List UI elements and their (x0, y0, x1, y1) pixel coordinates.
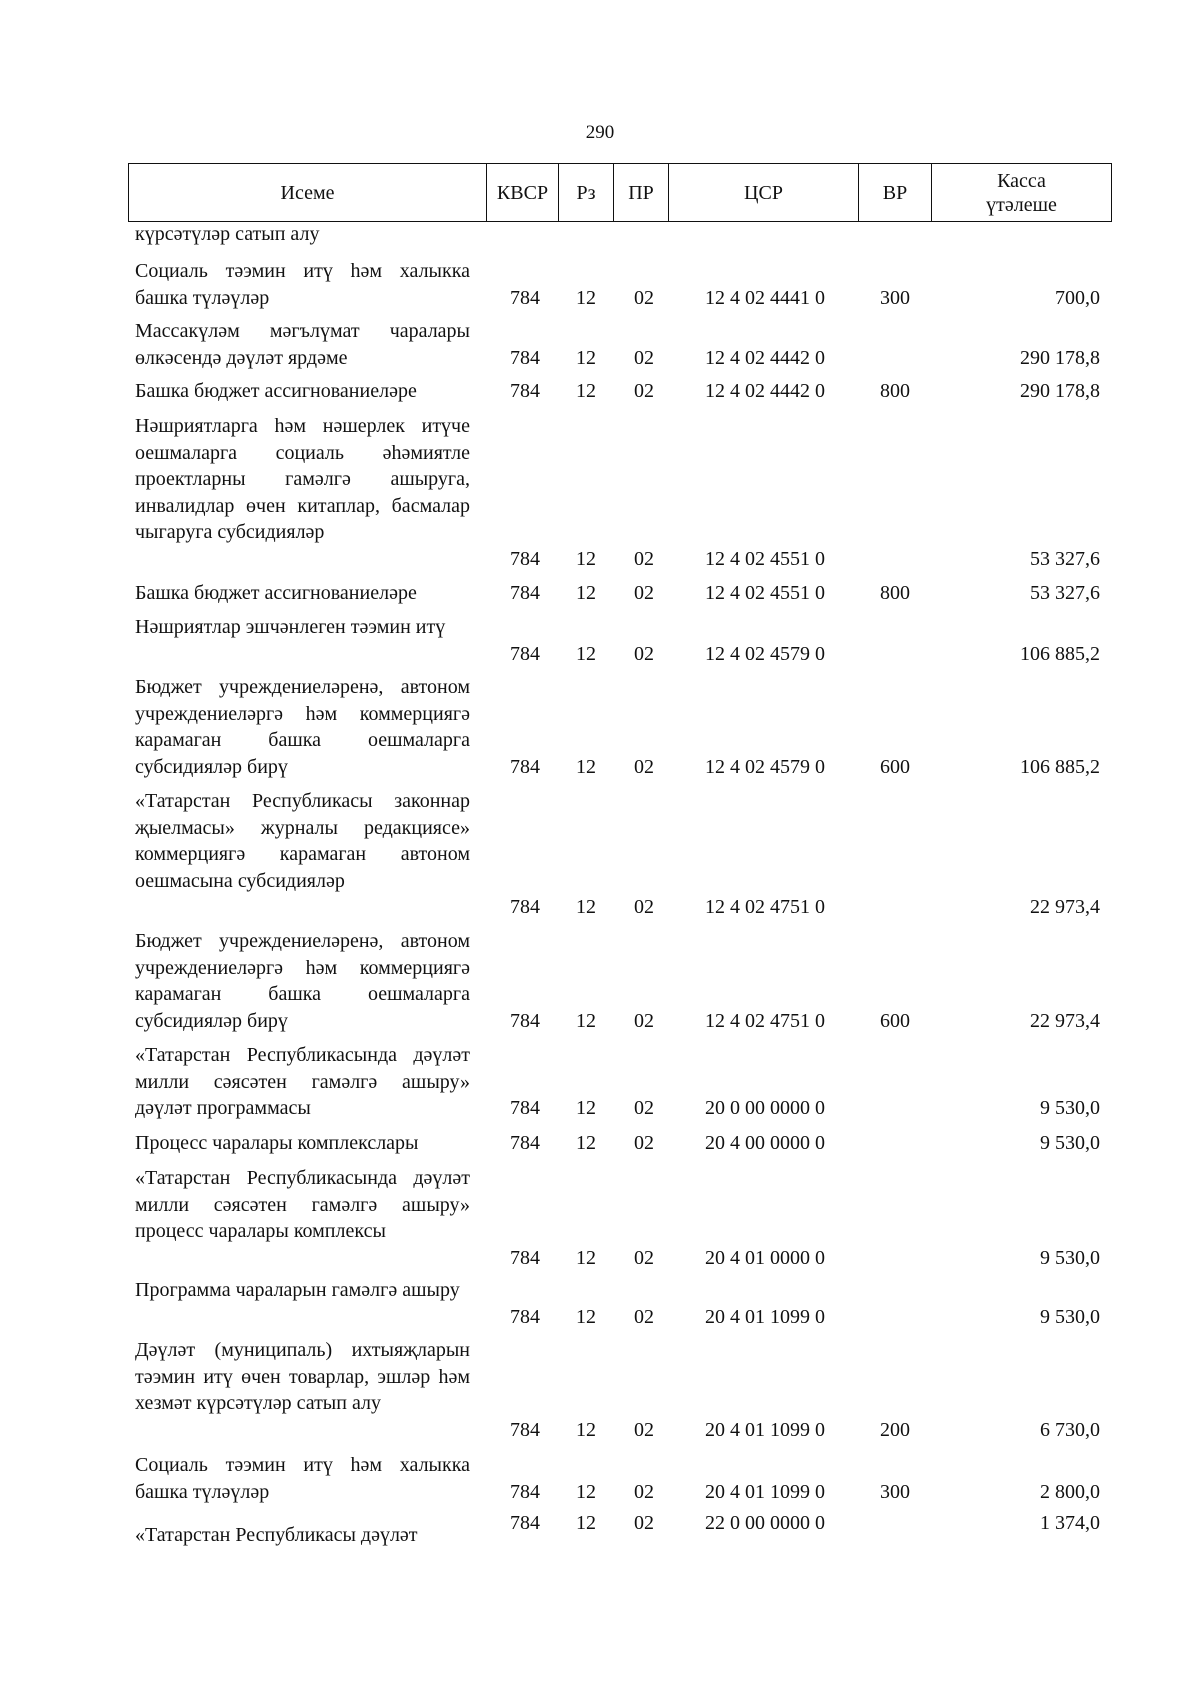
row-name: Башка бюджет ассигнованиеләре (135, 380, 417, 402)
row-pr: 02 (634, 286, 654, 309)
page-number: 290 (585, 122, 615, 143)
row-name: Социаль тәэмин итү һәм халыкка башка түләүләр (135, 260, 470, 309)
row-kvsr: 784 (510, 1246, 540, 1269)
row-vr: 300 (880, 1480, 910, 1503)
row-name: Социаль тәэмин итү һәм халыкка башка түләүләр (135, 1454, 470, 1503)
row-sum: 9 530,0 (1040, 1305, 1100, 1328)
row-rz: 12 (576, 1305, 596, 1328)
row-kvsr: 784 (510, 582, 540, 604)
row-pr: 02 (634, 547, 654, 570)
row-csr: 12 4 02 4579 0 (705, 642, 825, 665)
row-rz: 12 (576, 1009, 596, 1032)
row-kvsr: 784 (510, 547, 540, 570)
row-name: Дәүләт (муниципаль) ихтыяҗларын тәэмин итү өчен товарлар, эшләр һәм хезмәт күрсәтүләр сатып алу (135, 1339, 470, 1414)
row-sum: 290 178,8 (1020, 380, 1100, 402)
row-name: Программа чараларын гамәлгә ашыру (135, 1279, 460, 1301)
row-rz: 12 (576, 346, 596, 369)
header-sum (932, 164, 1112, 222)
row-sum: 53 327,6 (1030, 582, 1100, 604)
row-sum: 22 973,4 (1030, 1009, 1100, 1032)
row-csr: 20 0 00 0000 0 (705, 1097, 825, 1119)
row-name: Бюджет учреждениеләренә, автоном учреждениеләргә һәм коммерциягә карамаган башка оешмаларга субсидияләр бирү (135, 676, 470, 778)
row-rz: 12 (576, 582, 596, 604)
row-kvsr: 784 (510, 1097, 540, 1119)
row-rz: 12 (576, 1246, 596, 1269)
row-sum: 1 374,0 (1040, 1512, 1100, 1534)
row-rz: 12 (576, 1480, 596, 1503)
row-sum: 290 178,8 (1020, 346, 1100, 369)
row-kvsr: 784 (510, 1305, 540, 1328)
row-pr: 02 (634, 1097, 654, 1119)
header-sum-line1: Касса (997, 169, 1046, 192)
row-rz: 12 (576, 896, 596, 918)
row-vr: 200 (880, 1418, 910, 1441)
row-csr: 12 4 02 4579 0 (705, 755, 825, 778)
row-csr: 12 4 02 4442 0 (705, 346, 825, 369)
row-pr: 02 (634, 380, 654, 402)
row-kvsr: 784 (510, 896, 540, 918)
row-name: «Татарстан Республикасы дәүләт (135, 1524, 418, 1546)
row-name: Нәшриятларга һәм нәшерлек итүче оешмаларга социаль әһәмиятле проектларны гамәлгә ашыруга, инвалидлар өчен китаплар, басмалар чыгаруга субсидияләр (135, 415, 470, 543)
row-pr: 02 (634, 1009, 654, 1032)
row-csr: 20 4 01 1099 0 (705, 1418, 825, 1441)
header-kvsr: КВСР (487, 164, 559, 222)
header-sum-line2: үтәлеше (986, 193, 1057, 216)
header-rz: Рз (559, 164, 614, 222)
row-kvsr: 784 (510, 380, 540, 402)
header-pr: ПР (614, 164, 669, 222)
row-pr: 02 (634, 1305, 654, 1328)
row-vr: 600 (880, 755, 910, 778)
row-rz: 12 (576, 286, 596, 309)
row-csr: 12 4 02 4551 0 (705, 582, 825, 604)
row-csr: 12 4 02 4441 0 (705, 286, 825, 309)
row-kvsr: 784 (510, 286, 540, 309)
row-name: Процесс чаралары комплекслары (135, 1132, 419, 1154)
row-csr: 12 4 02 4751 0 (705, 1009, 825, 1032)
row-vr: 800 (880, 582, 910, 604)
row-kvsr: 784 (510, 1480, 540, 1503)
row-pr: 02 (634, 1512, 654, 1534)
row-vr: 800 (880, 380, 910, 402)
row-pr: 02 (634, 1246, 654, 1269)
row-pr: 02 (634, 642, 654, 665)
row-sum: 53 327,6 (1030, 547, 1100, 570)
row-sum: 9 530,0 (1040, 1132, 1100, 1154)
row-rz: 12 (576, 1097, 596, 1119)
row-vr: 300 (880, 286, 910, 309)
row-rz: 12 (576, 755, 596, 778)
row-pr: 02 (634, 1132, 654, 1154)
row-name: «Татарстан Республикасы законнар җыелмасы» журналы редакциясе» коммерциягә карамаган автоном оешмасына субсидияләр (135, 790, 470, 892)
row-rz: 12 (576, 1512, 596, 1534)
row-sum: 9 530,0 (1040, 1097, 1100, 1119)
row-rz: 12 (576, 380, 596, 402)
row-sum: 9 530,0 (1040, 1246, 1100, 1269)
row-csr: 22 0 00 0000 0 (705, 1512, 825, 1534)
row-kvsr: 784 (510, 1132, 540, 1154)
row-csr: 12 4 02 4551 0 (705, 547, 825, 570)
row-kvsr: 784 (510, 642, 540, 665)
row-sum: 106 885,2 (1020, 755, 1100, 778)
row-rz: 12 (576, 547, 596, 570)
row-sum: 106 885,2 (1020, 642, 1100, 665)
row-vr: 600 (880, 1009, 910, 1032)
row-csr: 20 4 01 0000 0 (705, 1246, 825, 1269)
row-sum: 6 730,0 (1040, 1418, 1100, 1441)
row-pr: 02 (634, 755, 654, 778)
row-csr: 12 4 02 4751 0 (705, 896, 825, 918)
row-pr: 02 (634, 896, 654, 918)
row-pr: 02 (634, 1418, 654, 1441)
row-csr: 20 4 01 1099 0 (705, 1305, 825, 1328)
header-csr: ЦСР (669, 164, 859, 222)
row-kvsr: 784 (510, 1009, 540, 1032)
row-name: «Татарстан Республикасында дәүләт милли сәясәтен гамәлгә ашыру» процесс чаралары комплексы (135, 1167, 470, 1242)
header-vr: ВР (859, 164, 932, 222)
header-name: Исеме (129, 164, 487, 222)
row-pr: 02 (634, 1480, 654, 1503)
row-sum: 700,0 (1055, 286, 1100, 309)
row-name: күрсәтүләр сатып алу (135, 223, 320, 245)
row-kvsr: 784 (510, 755, 540, 778)
row-sum: 2 800,0 (1040, 1480, 1100, 1503)
row-kvsr: 784 (510, 1418, 540, 1441)
row-sum: 22 973,4 (1030, 896, 1100, 918)
row-kvsr: 784 (510, 1512, 540, 1534)
row-rz: 12 (576, 642, 596, 665)
row-csr: 20 4 01 1099 0 (705, 1480, 825, 1503)
row-pr: 02 (634, 346, 654, 369)
row-csr: 20 4 00 0000 0 (705, 1132, 825, 1154)
row-pr: 02 (634, 582, 654, 604)
row-name: Массакүләм мәгълүмат чаралары өлкәсендә дәүләт ярдәме (135, 320, 470, 369)
row-kvsr: 784 (510, 346, 540, 369)
row-name: Башка бюджет ассигнованиеләре (135, 582, 417, 604)
row-csr: 12 4 02 4442 0 (705, 380, 825, 402)
row-rz: 12 (576, 1418, 596, 1441)
row-name: «Татарстан Республикасында дәүләт милли сәясәтен гамәлгә ашыру» дәүләт программасы (135, 1044, 470, 1119)
table-header (128, 163, 1112, 222)
row-name: Нәшриятлар эшчәнлеген тәэмин итү (135, 616, 446, 638)
row-rz: 12 (576, 1132, 596, 1154)
row-name: Бюджет учреждениеләренә, автоном учреждениеләргә һәм коммерциягә карамаган башка оешмаларга субсидияләр бирү (135, 930, 470, 1032)
